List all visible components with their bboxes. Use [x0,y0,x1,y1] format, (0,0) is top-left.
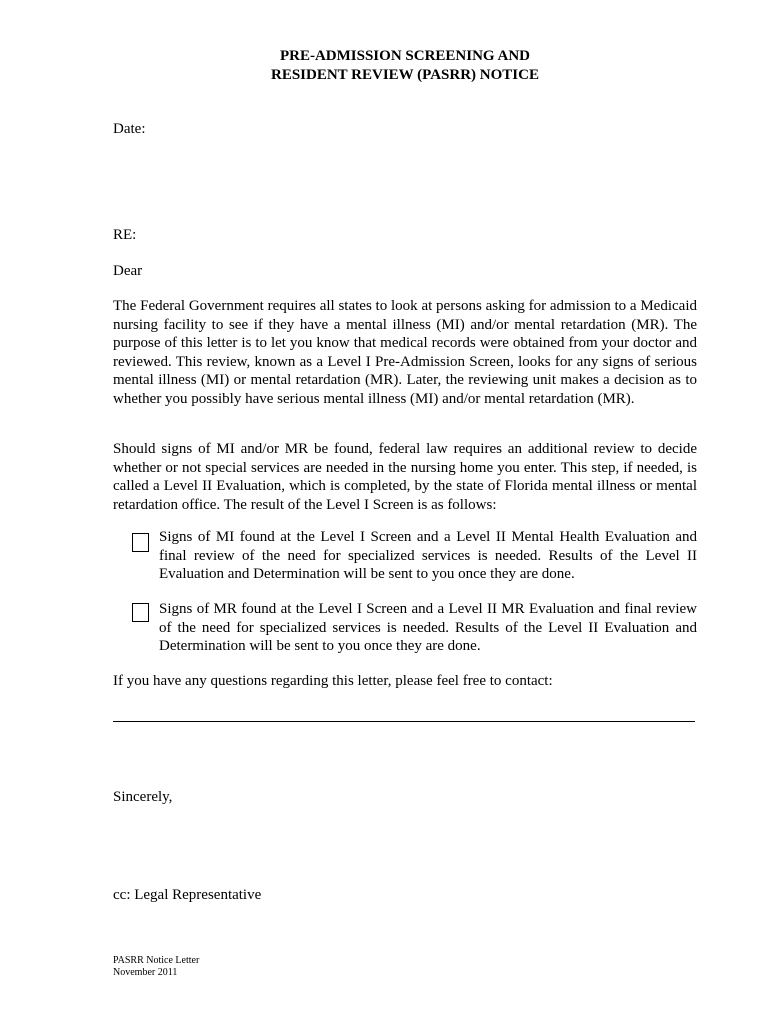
footer-document-date: November 2011 [113,967,178,978]
mr-evaluation-option-text: Signs of MR found at the Level I Screen and a Level II MR Evaluation and final review of the need for specialized services is needed. Results of the Level II Evaluation and Determination will be sent to you once they are done. [159,601,697,654]
salutation: Dear [113,263,143,279]
date-label: Date: [113,121,146,137]
mr-evaluation-checkbox[interactable] [132,603,149,622]
footer-document-name: PASRR Notice Letter [113,955,200,966]
mi-evaluation-option-text: Signs of MI found at the Level I Screen and a Level II Mental Health Evaluation and final review of the need for specialized services is needed. Results of the Level II Evaluation and Determination will be sent to you once they are done. [159,529,697,582]
re-label: RE: [113,227,137,243]
mi-evaluation-checkbox[interactable] [132,533,149,552]
body-paragraph-1: The Federal Government requires all states to look at persons asking for admission to a Medicaid nursing facility to see if they have a mental illness (MI) and/or mental retardation (MR). The purpose of this letter is to let you know that medical records were obtained from your doctor and reviewed. This review, known as a Level I Pre-Admission Screen, looks for any signs of serious mental illness (MI) or mental retardation (MR). Later, the reviewing unit makes a decision as to whether you possibly have serious mental illness (MI) and/or mental retardation (MR). [113,298,697,407]
contact-instructions: If you have any questions regarding this letter, please feel free to contact: [113,673,553,689]
document-title-line-1: PRE-ADMISSION SCREENING AND [279,48,531,64]
contact-signature-line[interactable] [113,721,695,722]
closing-sincerely: Sincerely, [113,789,173,805]
document-title-line-2: RESIDENT REVIEW (PASRR) NOTICE [271,67,539,83]
body-paragraph-2: Should signs of MI and/or MR be found, federal law requires an additional review to decide whether or not special services are needed in the nursing home you enter. This step, if needed, is called a Level II Evaluation, which is completed, by the state of Florida mental illness or mental retardation office. The result of the Level I Screen is as follows: [113,441,697,513]
cc-legal-representative: cc: Legal Representative [113,887,262,903]
